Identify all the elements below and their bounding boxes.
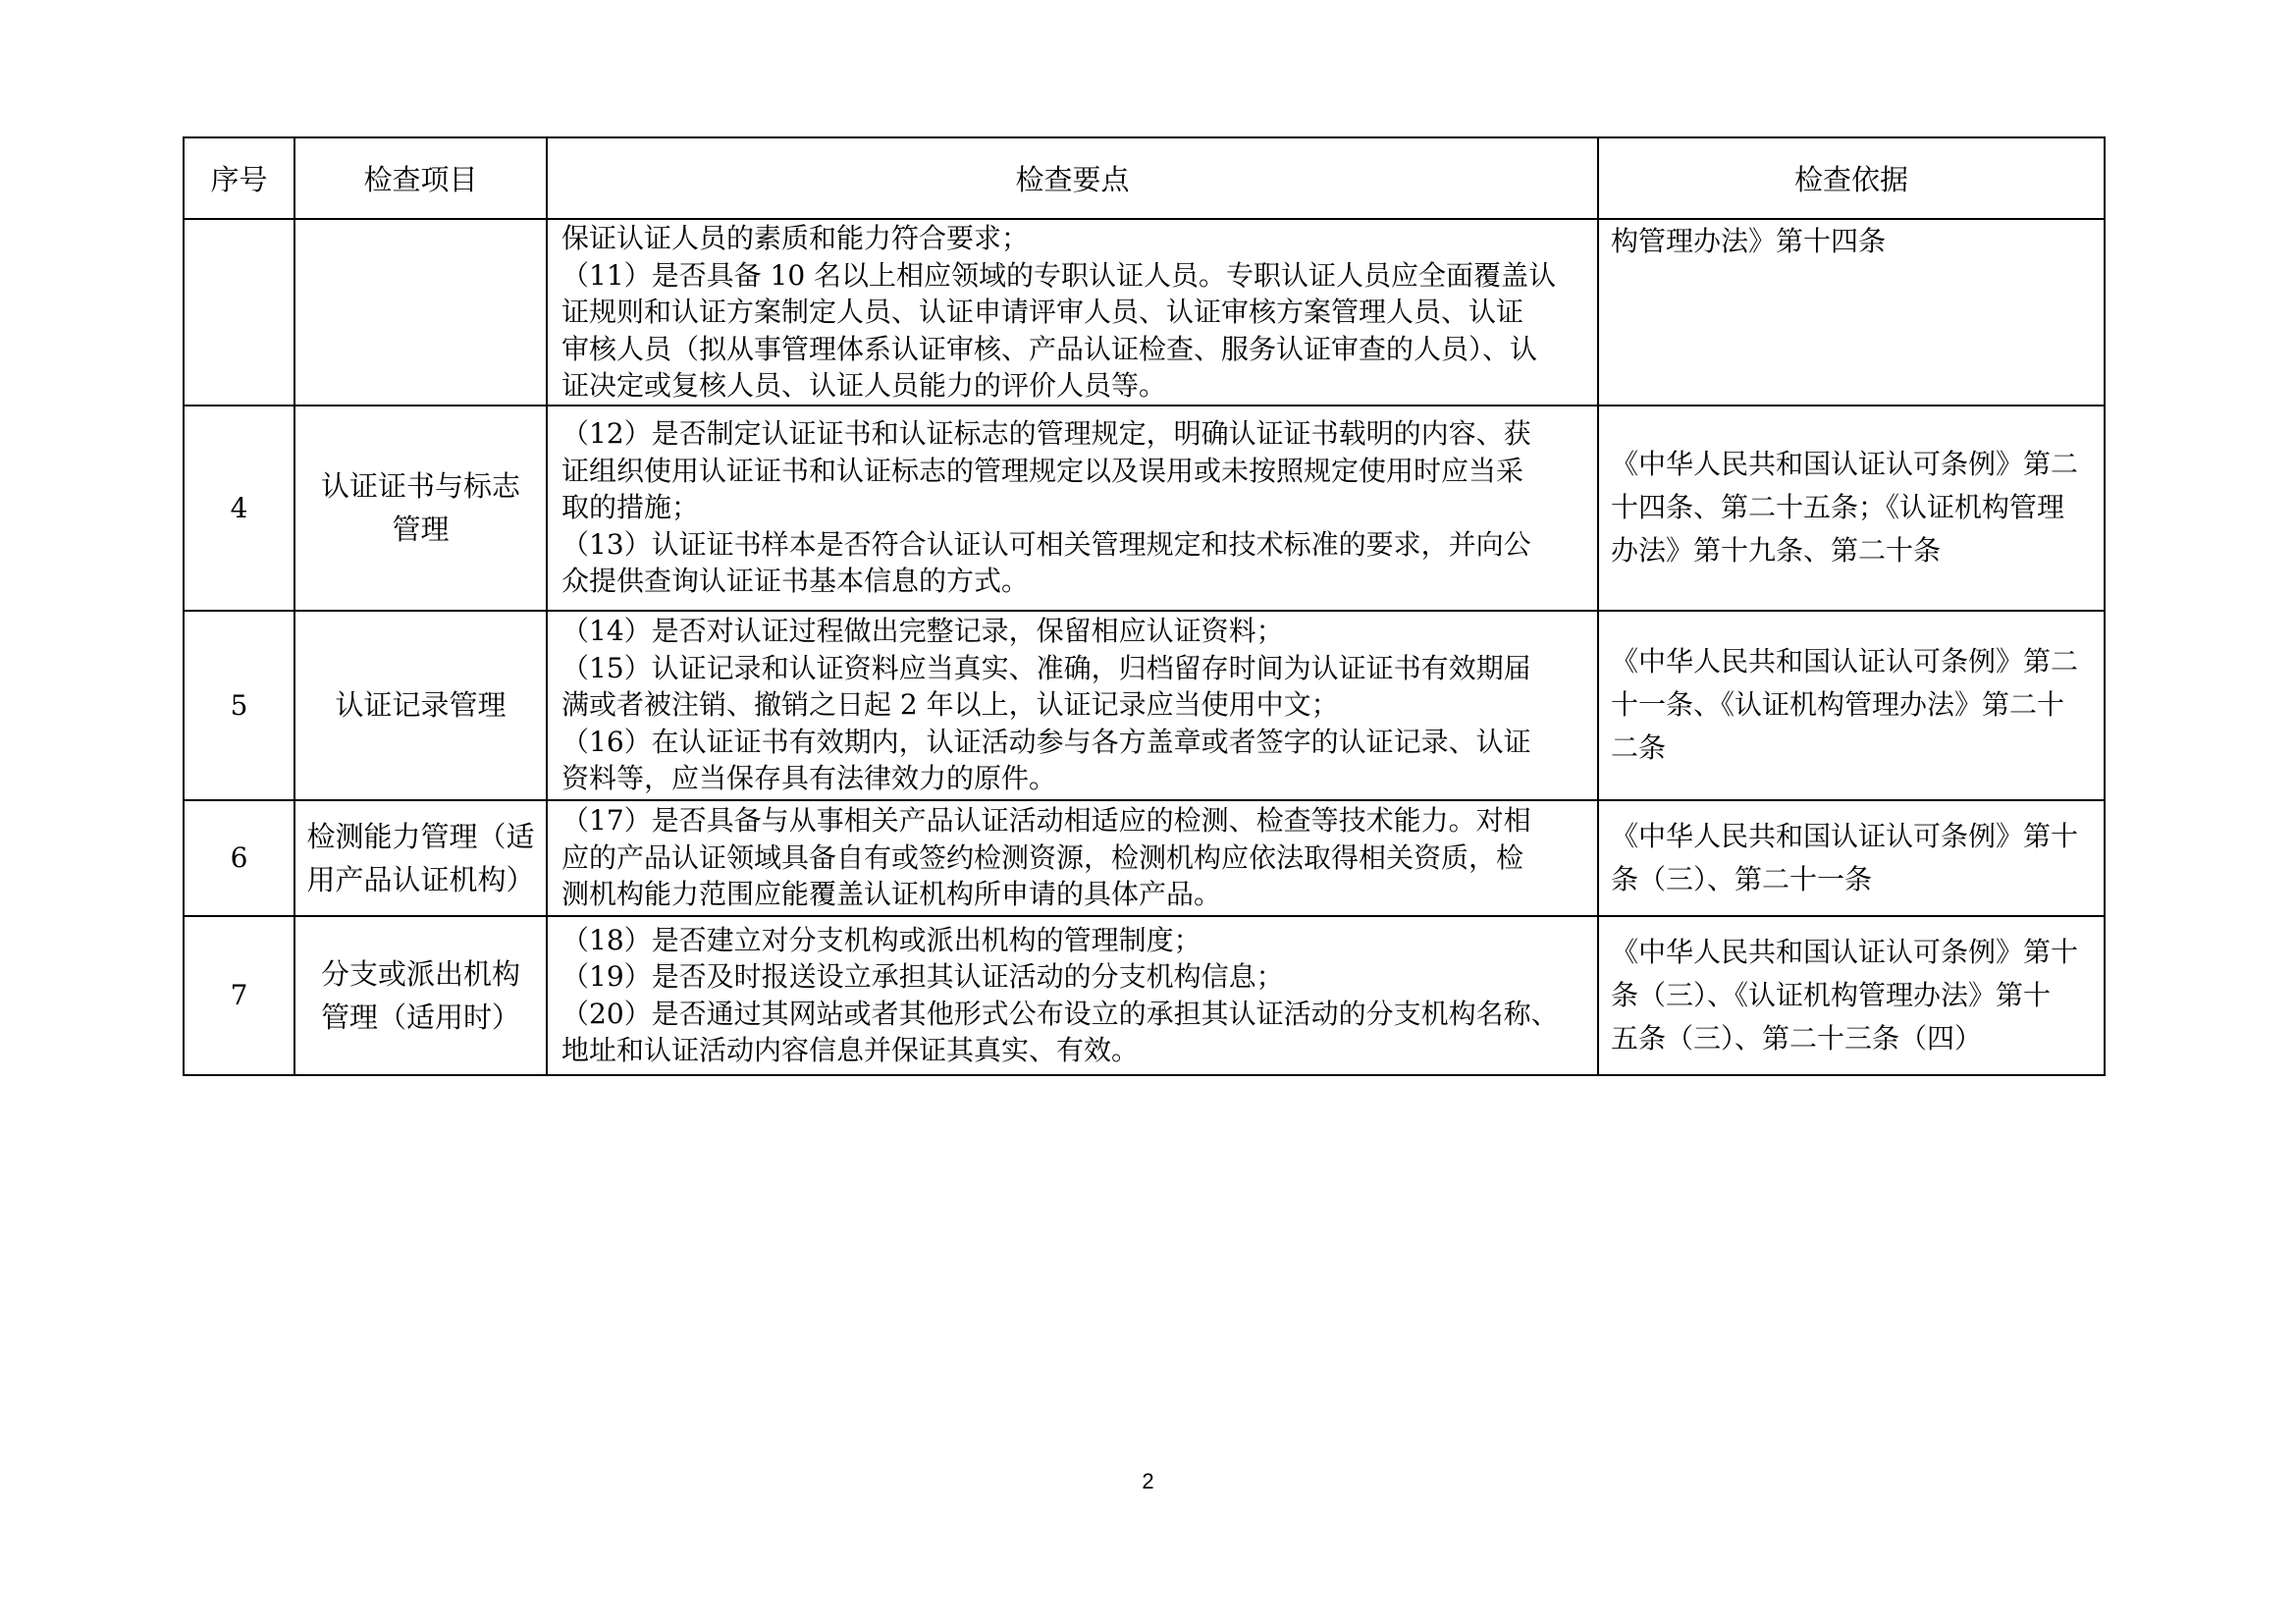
table-row: [184, 219, 2105, 406]
header-points: 检查要点: [547, 137, 1598, 219]
table-row: [184, 611, 2105, 800]
cell-item: [294, 916, 547, 1075]
basis-line: 二条: [1611, 731, 1667, 764]
table-row: [184, 406, 2105, 611]
cell-item: [294, 800, 547, 916]
cell-basis: [1598, 611, 2105, 800]
point-line: 证决定或复核人员、认证人员能力的评价人员等。: [561, 369, 1167, 402]
cell-basis: [1598, 219, 2105, 406]
item-line: 分支或派出机构: [320, 956, 520, 991]
point-line: 证组织使用认证证书和认证标志的管理规定以及误用或未按照规定使用时应当采: [561, 454, 1524, 487]
point-line: 保证认证人员的素质和能力符合要求；: [561, 222, 1030, 254]
cell-seq: 6: [184, 800, 294, 916]
cell-points: [547, 219, 1598, 406]
basis-line: 《中华人民共和国认证认可条例》第二: [1611, 645, 2079, 677]
point-line: 众提供查询认证证书基本信息的方式。: [561, 565, 1030, 598]
header-seq: 序号: [184, 137, 294, 219]
point-line: 测机构能力范围应能覆盖认证机构所申请的具体产品。: [561, 878, 1222, 911]
item-line: 认证记录管理: [335, 688, 507, 722]
point-line: （17）是否具备与从事相关产品认证活动相适应的检测、检查等技术能力。对相: [561, 804, 1531, 838]
basis-line: 《中华人民共和国认证认可条例》第十: [1611, 819, 2079, 852]
header-basis: 检查依据: [1598, 137, 2105, 219]
item-line: 检测能力管理（适: [306, 819, 535, 853]
basis-line: 条（三）、《认证机构管理办法》第十: [1611, 978, 2052, 1011]
cell-basis: [1598, 916, 2105, 1075]
cell-item: [294, 406, 547, 611]
point-line: 审核人员（拟从事管理体系认证审核、产品认证检查、服务认证审查的人员）、认: [561, 332, 1538, 365]
cell-points: [547, 800, 1598, 916]
cell-points: [547, 611, 1598, 800]
basis-line: 五条（三）、第二十三条（四）: [1611, 1021, 1983, 1055]
basis-line: 条（三）、第二十一条: [1611, 862, 1873, 895]
cell-item: [294, 219, 547, 406]
basis-line: 《中华人民共和国认证认可条例》第十: [1611, 935, 2079, 968]
basis-line: 构管理办法》第十四条: [1611, 225, 1887, 257]
header-item: 检查项目: [294, 137, 547, 219]
point-line: （11）是否具备 10 名以上相应领域的专职认证人员。专职认证人员应全面覆盖认: [561, 258, 1557, 292]
table-row: [184, 916, 2105, 1075]
item-line: 认证证书与标志: [320, 469, 520, 503]
cell-seq: [184, 219, 294, 406]
basis-line: 十四条、第二十五条；《认证机构管理: [1611, 491, 2065, 523]
page-number: 2: [1142, 1469, 1154, 1493]
point-line: 应的产品认证领域具备自有或签约检测资源，检测机构应依法取得相关资质，检: [561, 840, 1524, 874]
cell-seq: 5: [184, 611, 294, 800]
point-line: （20）是否通过其网站或者其他形式公布设立的承担其认证活动的分支机构名称、: [561, 997, 1559, 1030]
point-line: （19）是否及时报送设立承担其认证活动的分支机构信息；: [561, 960, 1284, 993]
cell-item: [294, 611, 547, 800]
cell-seq: 7: [184, 916, 294, 1075]
inspection-table: [183, 136, 2106, 1076]
point-line: 地址和认证活动内容信息并保证其真实、有效。: [561, 1034, 1140, 1066]
point-line: 证规则和认证方案制定人员、认证申请评审人员、认证审核方案管理人员、认证: [561, 296, 1524, 328]
point-line: （15）认证记录和认证资料应当真实、准确，归档留存时间为认证证书有效期届: [561, 651, 1531, 684]
item-line: 用产品认证机构）: [306, 862, 535, 896]
basis-line: 办法》第十九条、第二十条: [1611, 534, 1942, 567]
point-line: （13）认证证书样本是否符合认证认可相关管理规定和技术标准的要求，并向公: [561, 527, 1531, 561]
point-line: 取的措施；: [561, 491, 700, 524]
point-line: 资料等，应当保存具有法律效力的原件。: [561, 762, 1057, 795]
cell-points: [547, 916, 1598, 1075]
point-line: （18）是否建立对分支机构或派出机构的管理制度；: [561, 923, 1201, 956]
basis-line: 《中华人民共和国认证认可条例》第二: [1611, 448, 2079, 480]
point-line: 满或者被注销、撤销之日起 2 年以上，认证记录应当使用中文；: [561, 688, 1339, 722]
point-line: （14）是否对认证过程做出完整记录，保留相应认证资料；: [561, 615, 1284, 648]
point-line: （16）在认证证书有效期内，认证活动参与各方盖章或者签字的认证记录、认证: [561, 725, 1531, 758]
basis-line: 十一条、《认证机构管理办法》第二十: [1611, 688, 2065, 721]
cell-basis: [1598, 800, 2105, 916]
cell-seq: 4: [184, 406, 294, 611]
cell-basis: [1598, 406, 2105, 611]
item-line: 管理（适用时）: [320, 1000, 520, 1034]
table-header-row: [184, 137, 2105, 219]
item-line: 管理: [392, 513, 450, 546]
cell-points: [547, 406, 1598, 611]
table-row: [184, 800, 2105, 916]
point-line: （12）是否制定认证证书和认证标志的管理规定，明确认证证书载明的内容、获: [561, 417, 1531, 451]
